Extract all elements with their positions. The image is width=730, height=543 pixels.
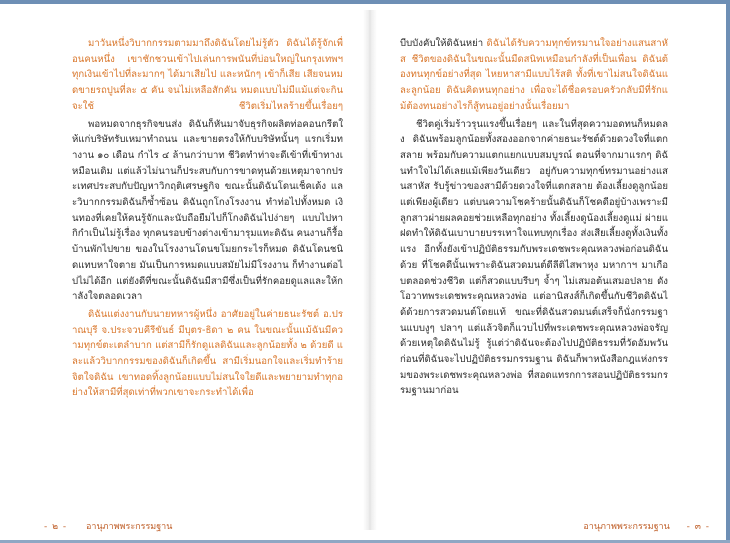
right-page-footer <box>420 519 710 533</box>
left-page-footer <box>44 519 344 533</box>
left-paragraph-2: พอหมดจากธุรกิจขนส่ง ดิฉันก็หันมาจับธุรกิจผลิตท่อคอนกรีตให้แก่บริษัทรับเหมาทำถนน และขายตรงให้กับบริษัทนั้นๆ แรกเริ่มทำงาน ๑๐ เดือน กำไร ๔ ล้านกว่าบาท ชีวิตทำท่าจะดีเข้าที่เข้าทางเหมือนเดิม แต่แล้วไม่นานก็ประสบกับการขาดทุนด้วยเหตุมาจากประเทศประสบกับปัญหาวิกฤติเศรษฐกิจ ขณะนั้นดิฉันโดนเช็คเด้ง และวิบากกรรมดิฉันก็ซ้ำซ้อน ดิฉันถูกโกงโรงงาน ทำท่อไปทั้งหมด เงินทองที่เคยให้คนรู้จักและนับถือยืมไปก็โกงดิฉันไปง่ายๆ แบบไปหากิกำเป็นไม่รู้เรื่อง ทุกคนรอบข้างต่างเข้ามารุมแทะดิฉัน คนงานก็รื้อบ้านพักไปขาย ของในโรงงานโดนขโมยกระไรก็หมด ดิฉันโดนชนิดแทบหาใจตาย มันเป็นการหมดแบบสมัยไม่มีโรงงาน ก็ทำงานต่อไปไม่ได้อีก แต่ยังดีที่ขณะนั้นดิฉันมีสามีซึ่งเป็นที่รักคอยดูแลและให้กำลังใจตลอดเวลา <box>72 118 343 303</box>
right-page-number: - ๓ - <box>686 522 710 532</box>
window-frame-right <box>726 0 730 543</box>
right-paragraph-1-lead: บีบบังคับให้ดิฉันหย่า <box>400 38 487 49</box>
right-footer-title: อานุภาพพระกรรมฐาน <box>583 522 670 532</box>
right-page <box>400 36 668 506</box>
left-page-number: - ๒ - <box>44 522 68 532</box>
left-paragraph-1: มาวันหนึ่งวิบากกรรมตามมาถึงดิฉันโดยไม่รู้ตัว ดิฉันได้รู้จักเพื่อนคนหนึ่ง เขาชักชวนเข้าไปเล่นการพนันที่บ่อนใหญ่ในกรุงเทพฯ ทุกเงินเข้าไปที่ละมากๆ ได้มาเสียไป และหนักๆ เข้าก็เสีย เสียจนหมดขายรถปูนที่ละ ๕ คัน จนไม่เหลือสักคัน หมดแบบไม่มีแม้แต่จะกินจะใช้ ชีวิตเริ่มไหลร้ายขึ้นเรื่อยๆ <box>72 38 343 112</box>
left-footer-title: อานุภาพพระกรรมฐาน <box>86 522 173 532</box>
right-paragraph-1 <box>400 36 668 115</box>
right-paragraph-1-body: ดิฉันได้รับความทุกข์ทรมานใจอย่างแสนสาหัส ชีวิตของดิฉันในขณะนั้นมืดสนิทเหมือนกำลังที่เป็นเพื่อน ดิฉันต้องทนทุกข์อย่างที่สุด ไหยหาสามีแบบไร้สติ ทั้งที่เขาไม่สนใจดิฉันและลูกน้อย ดิฉันคิดหนทุกอย่าง เพื่อจะได้ชื่อครอบครัวกลับมีที่รักแม้ต้องทนอย่างไรก็สู้ทนอยู่อย่างนั้นเรื่อยมา <box>400 38 668 112</box>
window-frame-top <box>0 0 730 4</box>
left-paragraph-3: ดิฉันแต่งงานกับนายทหารผู้หนึ่ง อาศัยอยู่ในค่ายธนะรัชต์ อ.ปราณบุรี จ.ประจวบคีรีขันธ์ มีบุตร-ธิดา ๒ คน ในขณะนั้นแม้ฉันมีความทุกข์ตะเตลำบาก แต่สามีก็รักดูแลดิฉันและลูกน้อยทั้ง ๒ ด้วยดี และแล้ววิบากกรรมของดิฉันก็เกิดขึ้น สามีเริ่มนอกใจและเริ่มทำร้ายจิตใจดิฉัน เขาทอดทิ้งลูกน้อยแบบไม่สนใจใยดีและพยายามทำทุกอย่างให้สามีที่สุดเท่าที่พวกเขาจะกระทำได้เพื่อ <box>72 308 343 399</box>
left-page <box>72 36 343 506</box>
right-paragraph-2: ชีวิตคู่เริ่มร้าวรุนแรงขึ้นเรื่อยๆ และในที่สุดความอดทนก็หมดลง ดิฉันพร้อมลูกน้อยทั้งสองออกจากค่ายธนะรัชต์ด้วยดวงใจที่แตกสลาย พร้อมกับความแตกแยกแบบสมบูรณ์ ตอนที่จากมาแรกๆ ดิฉันทำใจไม่ได้เลยแม้เพียงวันเดียว อยู่กับความทุกข์ทรมานอย่างแสนสาหัส รับรู้ข่าวของสามีด้วยดวงใจที่แตกสลาย ต้องเลี้ยงดูลูกน้อยแต่เพียงผู้เดียว แต่บนความโชคร้ายนั้นดิฉันก็โชคดีอยู่บ้างเพราะมีลูกสาวผ่ายผลคอยช่วยเหลือทุกอย่าง ทั้งเลี้ยงดูน้องเลี้ยงดูแม่ ผ่ายแฝดทำให้ดิฉันเบาบายบรรเทาใจแทบทุกเรื่อง ส่งเสียเลี้ยงดูทั้งเงินทั้งแรง อีกทั้งยังเข้าปฏิบัติธรรมกับพระเดชพระคุณหลวงพ่อก่อนดิฉันด้วย ที่โชคดีนั้นเพราะดิฉันสวดมนต์ดีลีติไสพาหุง มหากาฯ มาเกือบตลอดช่วงชีวิต แต่ก็สวดแบบรีบๆ จ้ำๆ ไม่เสมอต้นเสมอปลาย ดังโอวาทพระเดชพระคุณหลวงพ่อ แต่อานิสงส์ก็เกิดขึ้นกับชีวิตดิฉันได้ด้วยการสวดมนต์โดยแท้ ขณะที่ดิฉันสวดมนต์เสร็จก็นั่งกรรมฐานแบบงูๆ ปลาๆ แต่แล้วจิตก็แวบไปที่พระเดชพระคุณหลวงพ่อจรัญ ด้วยเหตุใดดิฉันไม่รู้ รู้แต่ว่าดิฉันจะต้องไปปฏิบัติธรรมที่วัดอัมพวัน ก่อนที่ดิฉันจะไปปฏิบัติธรรมกรรมฐาน ดิฉันก็พาหนังสือกฎแห่งกรรมของพระเดชพระคุณหลวงพ่อ ที่สอดแทรกการสอนปฏิบัติธรรมกรรมฐานมาก่อน <box>400 118 668 397</box>
book-gutter <box>363 10 377 530</box>
